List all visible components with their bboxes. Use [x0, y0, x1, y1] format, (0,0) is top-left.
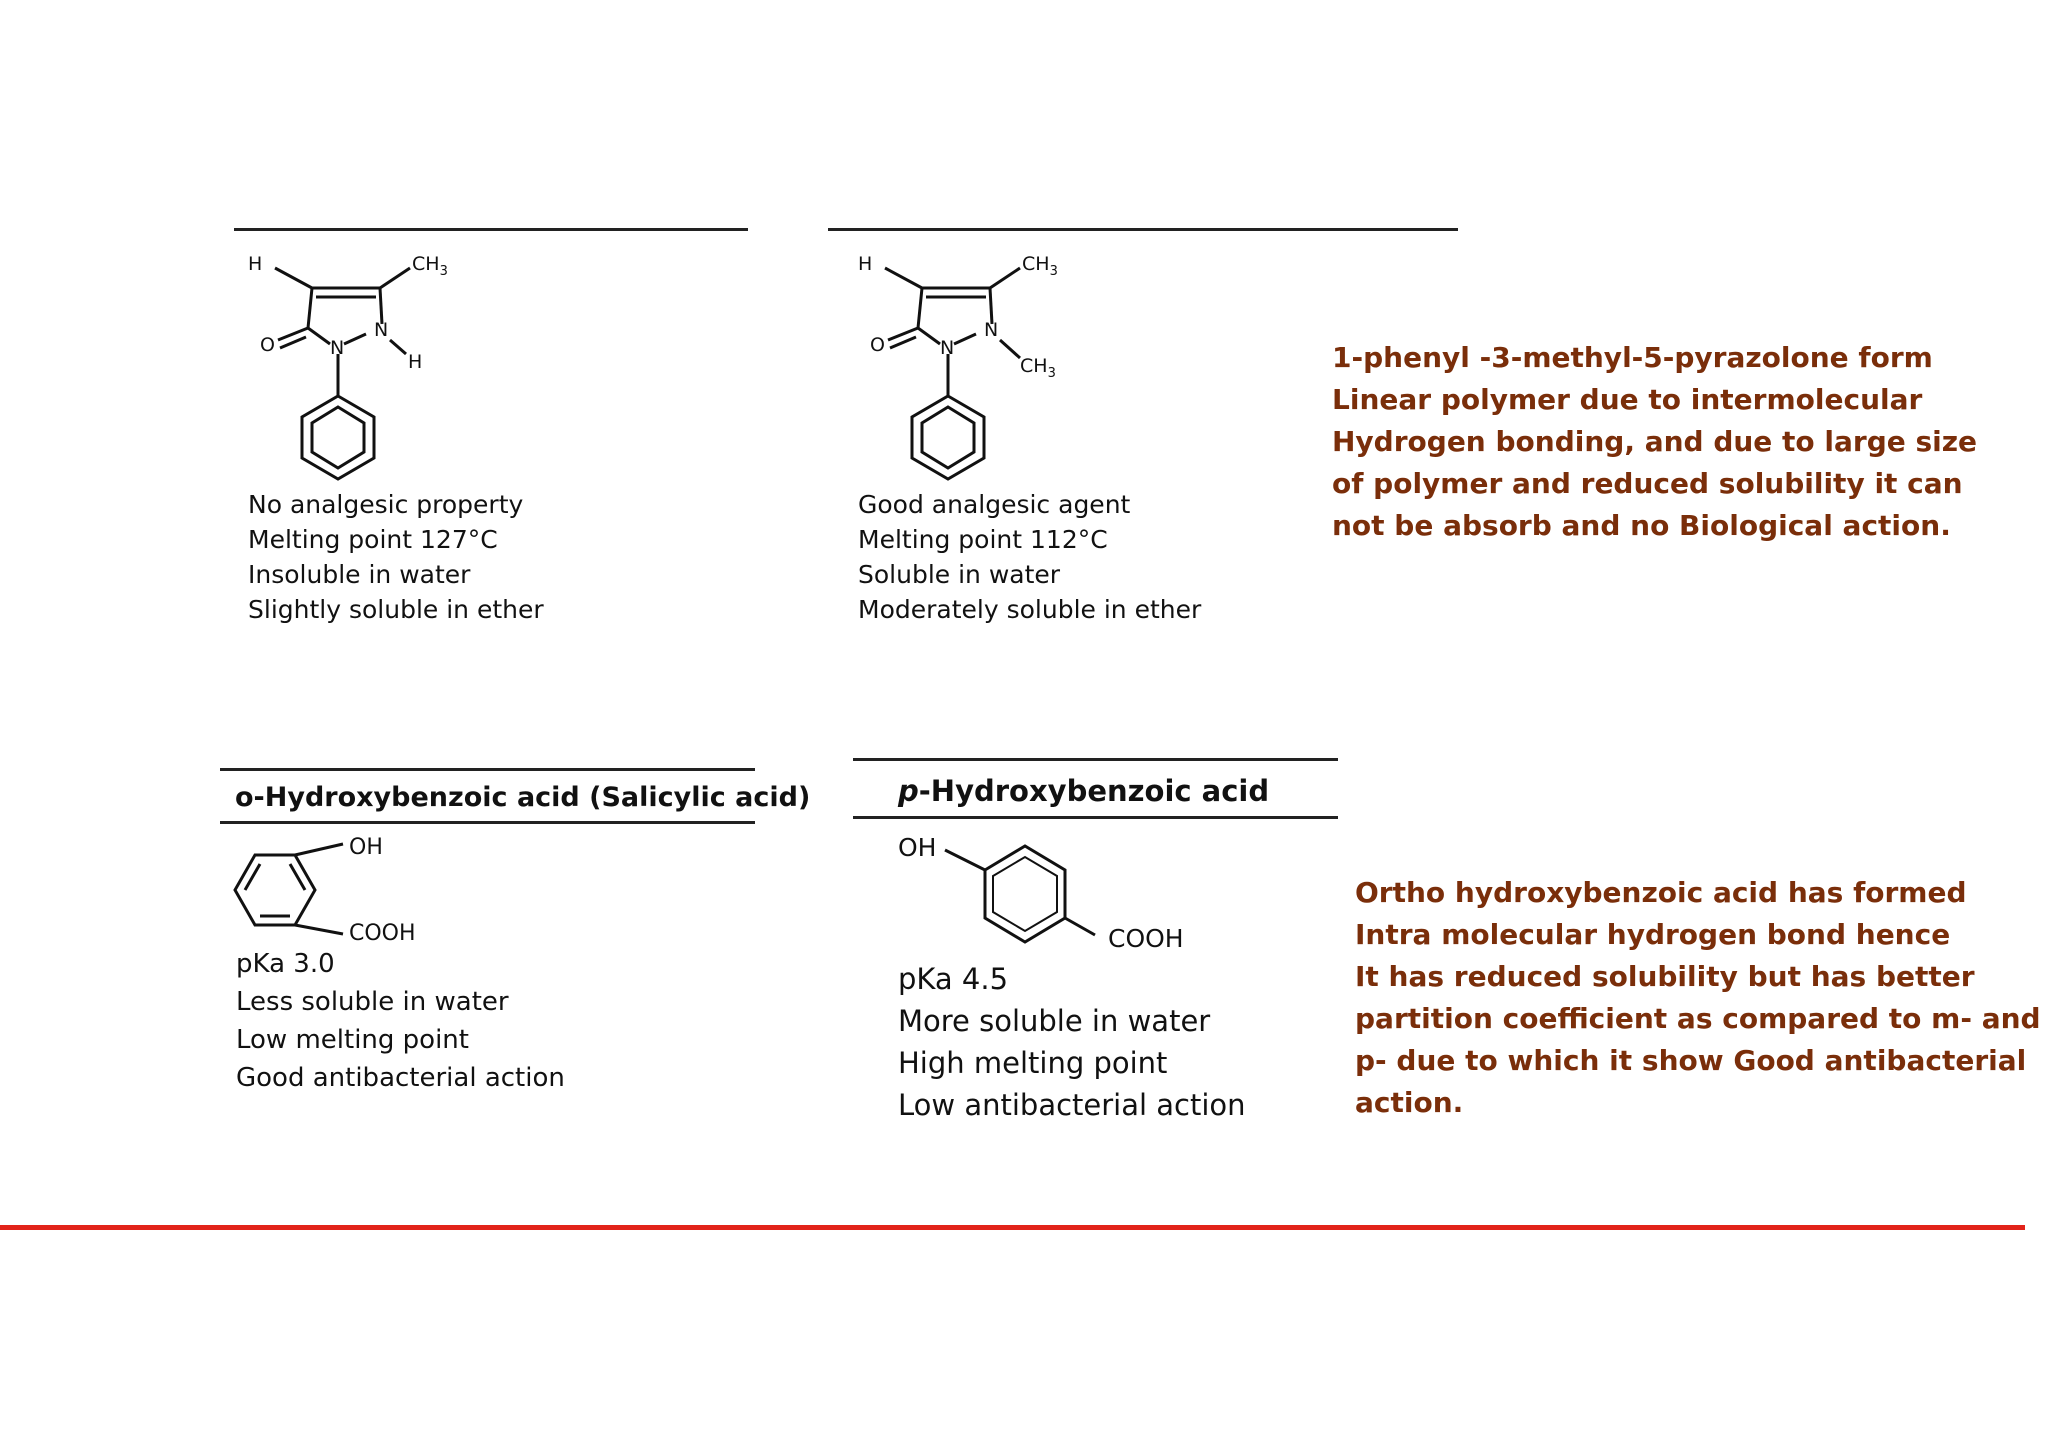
property-line: pKa 3.0 — [236, 949, 335, 979]
atom-h-label: H — [248, 253, 263, 275]
top-middle-properties — [858, 487, 1201, 627]
methyl-label: $CH_3$ — [412, 253, 448, 279]
property-line: Soluble in water — [858, 560, 1061, 589]
note-line: of polymer and reduced solubility it can — [1332, 467, 1963, 500]
note-line: Ortho hydroxybenzoic acid has formed — [1355, 876, 1967, 909]
note-line: It has reduced solubility but has better — [1355, 960, 1975, 993]
note-line: p- due to which it show Good antibacterial — [1355, 1044, 2027, 1077]
property-line: Insoluble in water — [248, 560, 471, 589]
note-line: Intra molecular hydrogen bond hence — [1355, 918, 1951, 951]
p-hydroxybenzoic-properties — [898, 958, 1246, 1126]
antipyrine-structure — [840, 240, 1080, 490]
pyrazolone-structure — [230, 240, 450, 490]
para-prefix: p — [898, 774, 919, 808]
property-line: Melting point 127°C — [248, 525, 498, 554]
top-middle-rule — [828, 228, 1458, 231]
nitrogen-2-label: N — [374, 319, 389, 341]
note-line: partition coefficient as compared to m- and — [1355, 1002, 2041, 1035]
atom-h-label: H — [858, 253, 873, 275]
hydroxyl-label: OH — [349, 835, 383, 860]
pyrazolone-note — [1332, 337, 1977, 547]
p-hydroxybenzoic-acid-structure — [890, 825, 1210, 955]
bottom-middle-bottom-rule — [853, 816, 1338, 819]
property-line: More soluble in water — [898, 1004, 1211, 1038]
salicylic-acid-structure — [225, 830, 455, 950]
note-line: action. — [1355, 1086, 1464, 1119]
bottom-left-top-rule — [220, 768, 755, 771]
top-left-rule — [234, 228, 748, 231]
n-methyl-label: $CH_3$ — [1020, 355, 1056, 381]
oxygen-label: O — [260, 334, 275, 356]
property-line: Slightly soluble in ether — [248, 595, 544, 624]
nitrogen-1-label: N — [940, 337, 955, 359]
note-line: Hydrogen bonding, and due to large size — [1332, 425, 1978, 458]
property-line: High melting point — [898, 1046, 1168, 1080]
oxygen-label: O — [870, 334, 885, 356]
salicylic-acid-note — [1355, 872, 2041, 1124]
slide-accent-line — [0, 1225, 2025, 1230]
nitrogen-1-label: N — [330, 337, 345, 359]
note-line: not be absorb and no Biological action. — [1332, 509, 1951, 542]
property-line: Good analgesic agent — [858, 490, 1131, 519]
hydroxyl-label: OH — [898, 833, 937, 862]
salicylic-acid-properties — [236, 945, 565, 1097]
carboxyl-label: COOH — [1108, 924, 1184, 953]
bottom-middle-top-rule — [853, 758, 1338, 761]
property-line: pKa 4.5 — [898, 962, 1009, 996]
bottom-left-bottom-rule — [220, 821, 755, 824]
property-line: Low antibacterial action — [898, 1088, 1246, 1122]
note-line: 1-phenyl -3-methyl-5-pyrazolone form — [1332, 341, 1933, 374]
property-line: No analgesic property — [248, 490, 524, 519]
property-line: Moderately soluble in ether — [858, 595, 1202, 624]
property-line: Good antibacterial action — [236, 1063, 565, 1093]
carboxyl-label: COOH — [349, 921, 416, 946]
property-line: Melting point 112°C — [858, 525, 1108, 554]
nitrogen-2-label: N — [984, 319, 999, 341]
salicylic-acid-heading: o-Hydroxybenzoic acid (Salicylic acid) — [235, 782, 811, 813]
top-left-properties — [248, 487, 544, 627]
heading-text: -Hydroxybenzoic acid — [918, 774, 1270, 808]
nh-hydrogen-label: H — [408, 351, 423, 373]
note-line: Linear polymer due to intermolecular — [1332, 383, 1923, 416]
property-line: Low melting point — [236, 1025, 469, 1055]
property-line: Less soluble in water — [236, 987, 509, 1017]
methyl-label: $CH_3$ — [1022, 253, 1058, 279]
p-hydroxybenzoic-heading — [898, 774, 1269, 808]
